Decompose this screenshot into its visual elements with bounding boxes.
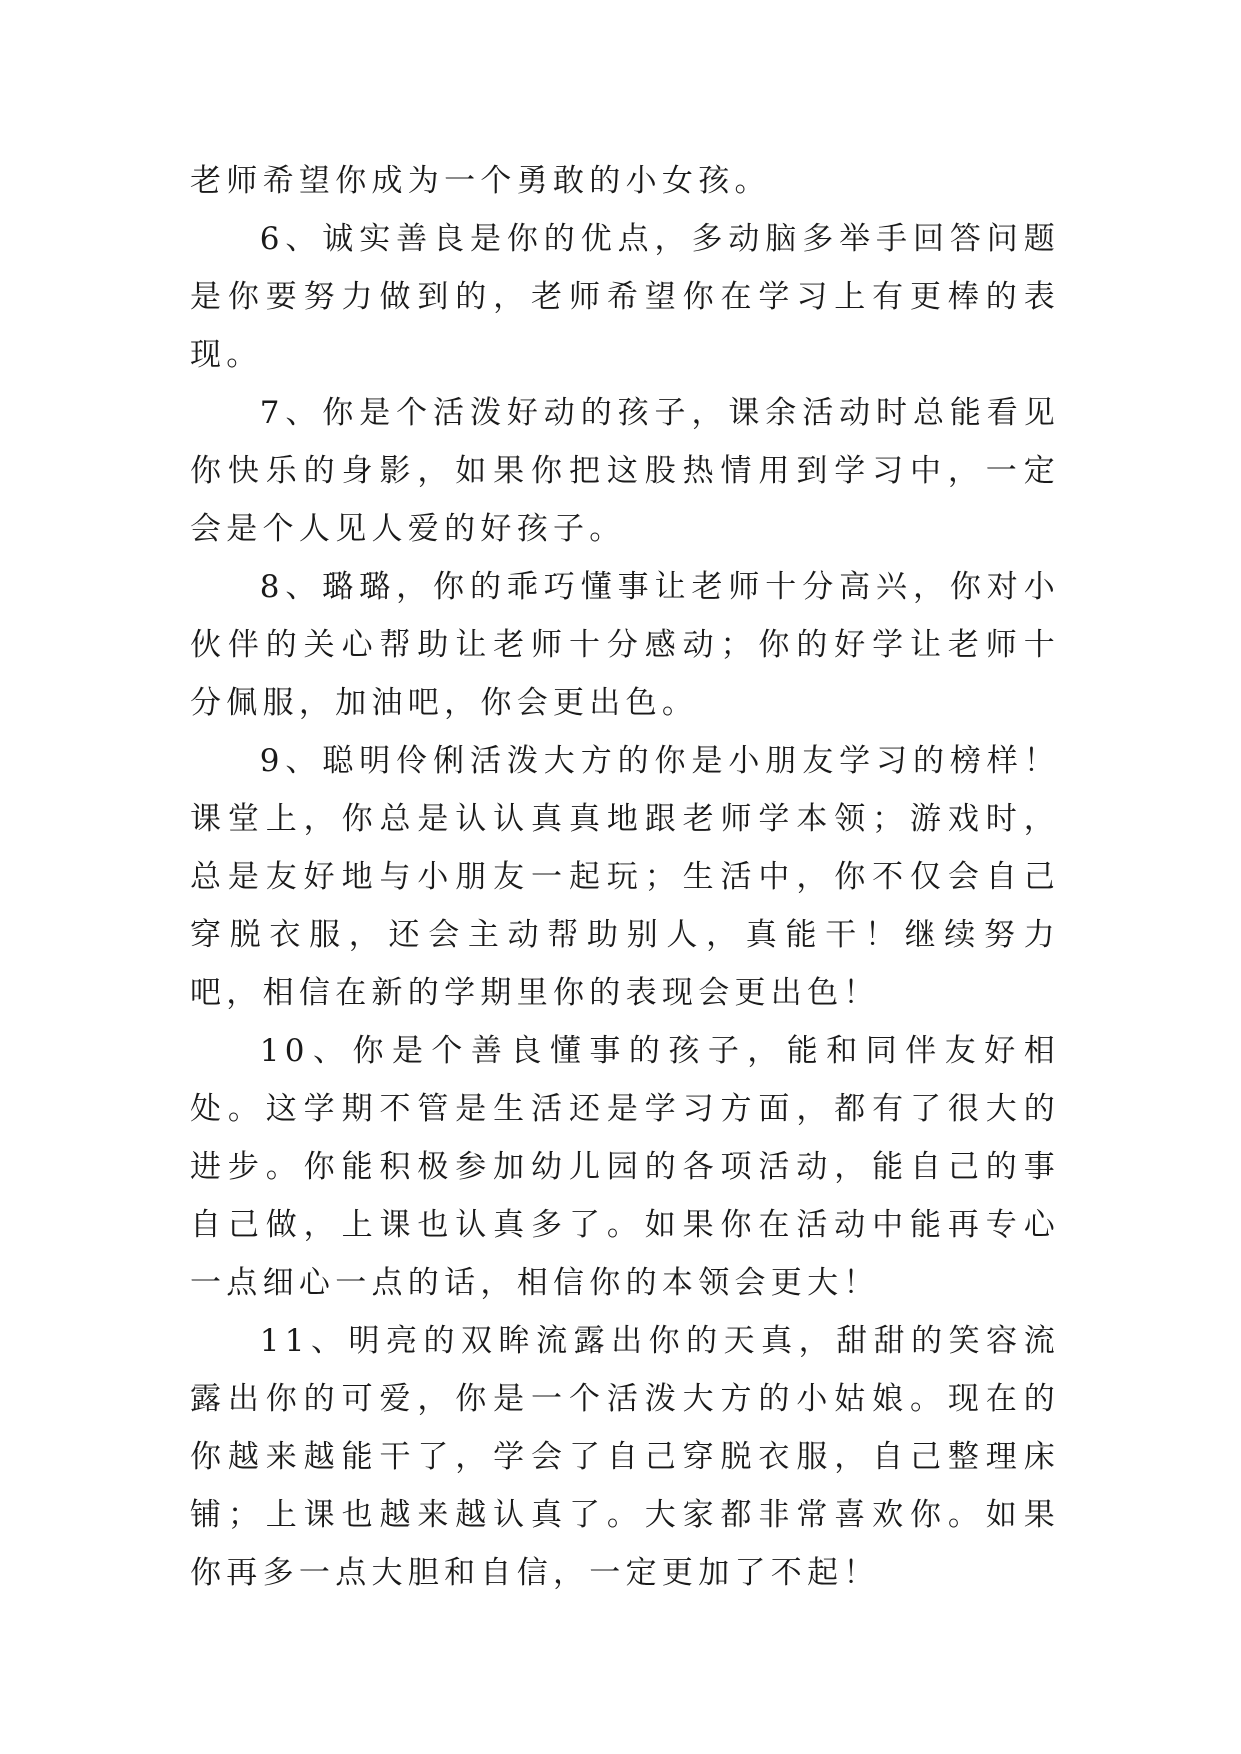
paragraph-comment-6: 6、诚实善良是你的优点，多动脑多举手回答问题是你要努力做到的，老师希望你在学习上有更棒的表现。 [190,221,1060,373]
paragraph-comment-7: 7、你是个活泼好动的孩子，课余活动时总能看见你快乐的身影，如果你把这股热情用到学习中，一定会是个人见人爱的好孩子。 [190,395,1060,547]
paragraph-comment-9: 9、聪明伶俐活泼大方的你是小朋友学习的榜样！课堂上，你总是认认真真地跟老师学本领；游戏时，总是友好地与小朋友一起玩；生活中，你不仅会自己穿脱衣服，还会主动帮助别人，真能干！继续努力吧，相信在新的学期里你的表现会更出色！ [190,743,1060,1011]
paragraph-comment-10: 10、你是个善良懂事的孩子，能和同伴友好相处。这学期不管是生活还是学习方面，都有了很大的进步。你能积极参加幼儿园的各项活动，能自己的事自己做，上课也认真多了。如果你在活动中能再专心一点细心一点的话，相信你的本领会更大！ [190,1033,1060,1301]
paragraph-continuation: 老师希望你成为一个勇敢的小女孩。 [190,163,771,199]
paragraph-comment-11: 11、明亮的双眸流露出你的天真，甜甜的笑容流露出你的可爱，你是一个活泼大方的小姑娘。现在的你越来越能干了，学会了自己穿脱衣服，自己整理床铺；上课也越来越认真了。大家都非常喜欢你。如果你再多一点大胆和自信，一定更加了不起！ [190,1323,1060,1591]
paragraph-comment-8: 8、璐璐，你的乖巧懂事让老师十分高兴，你对小伙伴的关心帮助让老师十分感动；你的好学让老师十分佩服，加油吧，你会更出色。 [190,569,1060,721]
document-body [190,152,1060,1602]
